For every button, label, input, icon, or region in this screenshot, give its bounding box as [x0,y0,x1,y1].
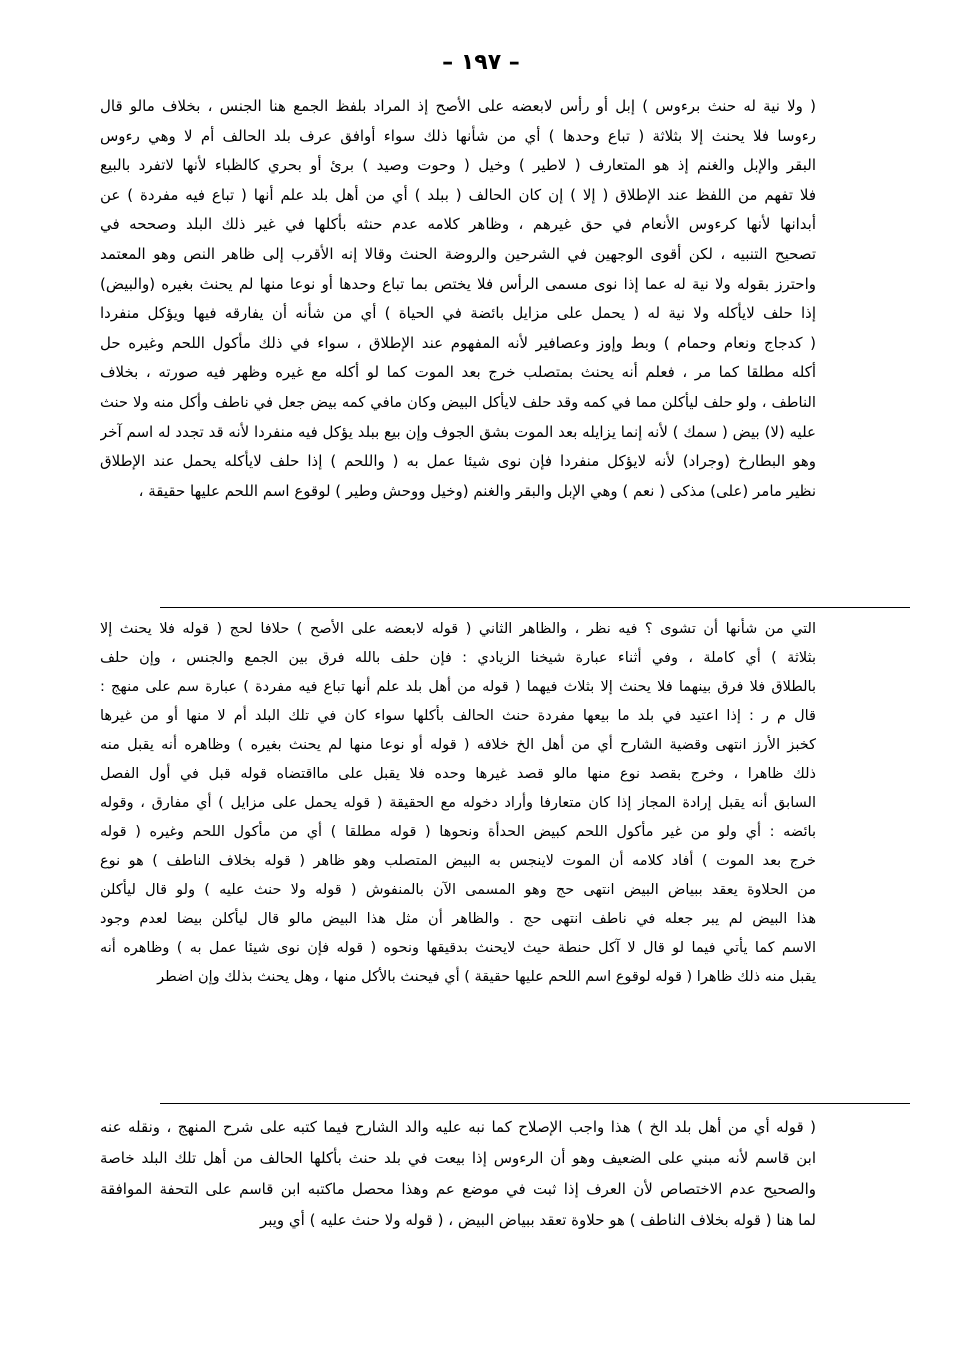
main-text-line: واحترز بقوله ولا نية له عما إذا نوى مسمى الرأس فلا يختص بما تباع وحدها أو نوعا منها لم يحنث بغيره (والبيض) [100,274,816,293]
footnote-2-line: ( قوله أي من أهل بلد الخ ) هذا واجب الإصلاح كما نبه عليه والد الشارح فيما كتبه على شرح المنهج ، ونقله عنه [100,1118,816,1136]
main-text-line: أبدانها لأنها كرءوس الأنعام في حق غيرهم ، وظاهر كلامه عدم حنثه بأكلها في غير ذلك البلد وصححه في [100,215,816,234]
footnote-1-line: خرج بعد الموت ) أفاد كلامه أن الموت لاينجس به البيض المتصلب وهو ظاهر ( قوله بخلاف الناطف ) هو نوع [100,853,816,869]
footnote-1-line: التي من شأنها أن تشوى ؟ فيه نظر ، والظاهر الثاني ( قوله لابعضه على الأصح ) حلافا لحج ( قوله فلا يحنث إلا [100,621,816,637]
footnote-divider-1 [160,607,910,608]
main-text-line: الناطف ، ولو حلف ليأكلن مما في كمه وقد حلف لايأكل البيض وكان مافي كمه بيض جعل في ناطف وأكل منه ولا حنث [100,393,816,411]
footnote-1-line: السابق أنه يقبل إرادة المجاز إذا كان متعارفا وأراد دخوله مع الحقيقة ( قوله يحمل على مزايل ) أي مفارق ، وقوله [100,795,816,811]
footnote-divider-2 [160,1103,910,1104]
main-text-line: فلا تفهم من اللفظ عند الإطلاق ( إلا ) إن كان الحالف ( ببلد ) أي من أهل بلد علم أنها ( تباع فيه مفردة ) عن [100,185,816,204]
footnote-1-line: بائضه : أي ولو من غير مأكول اللحم كبيض الحدأة ونحوها ( قوله مطلقا ) أي من مأكول اللحم وغيره ( قوله [100,824,816,840]
footnote-block-1 [100,615,816,992]
footnote-1-line: ذلك ظاهرا ، وخرج بقصد نوع منها مالو قصد غيرها وحده فلا يقبل على مااقتضاه قوله قبل في أول الفصل [100,766,816,782]
main-text-line: رءوسا فلا يحنث إلا بثلاثة ( تباع وحدها ) أي من شأنها ذلك سواء أوافق عرف بلد الحالف أم لا وهي رءوس [100,126,816,145]
footnote-1-line: بالطلاق فلا فرق بينهما فلا يحنث إلا بثلاث فيهما ( قوله من أهل بلد علم أنها تباع فيه مفردة ) عبارة سم على منهج : [100,679,816,695]
main-text-line: البقر والإبل والغنم إذ هو المتعارف ( لاطير ) وخيل ( وحوت وصيد ) برئ أو بحري كالظباء لأنها لاتفرد بالبيع [100,156,816,175]
main-text-line: ( كدجاج ونعام وحمام ) وبط وإوز وعصافير لأنه المفهوم عند الإطلاق ، سواء في ذلك مأكول اللحم وغيره حل [100,333,816,352]
footnote-block-2 [100,1112,816,1236]
page-number: – ١٩٧ – [442,50,520,75]
main-text [100,92,816,506]
footnote-1-line: كخبز الأرز انتهى وقضية الشارح أي من أهل الخ خلافه ( قوله أو نوعا منها لم يحنث بغيره ) وظاهره أنه يقبل منه [100,737,816,753]
main-text-line: وهو البطارخ (وجراد) لأنه لايؤكل منفردا فإن نوى شيئا عمل به ( واللحم ) إذا حلف لايأكله يحمل عند الإطلاق [100,452,816,471]
footnote-1-line: هذا البيض لم يبر جعله في ناطف انتهى حج . والظاهر أن مثل هذا البيض مالو قال ليأكلن بيضا لعدم وجود [100,911,816,927]
footnote-2-line: ابن قاسم لأنه مبني على الضعيف وهو أن الرءوس إذا بيعت في بلد حنث بأكلها الحالف من أهل تلك البلد خاصة [100,1149,816,1167]
footnote-1-line: بثلاثة ) أي كاملة ، وفي أثناء عبارة شيخنا الزيادي : فإن حلف بالله فرق بين الجمع والجنس ، وإن حلف [100,650,816,666]
main-text-line: أكله مطلقا كما مر ، فعلم أنه يحنث بمتصلب خرج بعد الموت كما لو أكله مع غيره وظهر فيه صورته ، بخلاف [100,363,816,382]
main-text-line: ( ولا نية له حنث برءوس ) إبل أو رأس لابعضه على الأصح إذ المراد بلفظ الجمع هنا الجنس ، بخلاف مالو قال [100,97,816,115]
footnote-2-line: لما هنا ( قوله بخلاف الناطف ) هو حلاوة تعقد ببياض البيض ، ( قوله ولا حنث عليه ) أي ويبر [259,1211,816,1229]
main-text-line: إذا حلف لايأكله ولا نية له ( يحمل على مزايل بائضة في الحياة ) أي من شأنه أن يفارقه فيها ويؤكل منفردا [100,304,816,323]
main-text-line: عليه (لا) بيض ( سمك ) لأنه إنما يزايله بعد الموت بشق الجوف وإن بيع ببلد يؤكل فيه منفردا لأنه قد تجدد له اسم آخر [100,422,816,441]
main-text-line: تصحيح التنبيه ، لكن أقوى الوجهين في الشرحين والروضة الحنث وقالا إنه الأقرب إلى ظاهر النص وهو المعتمد [100,244,816,263]
footnote-1-line: الاسم كما يأتي فيما لو قال لا آكل حنطة حيث لايحنث بدقيقها ونحوه ( قوله فإن نوى شيئا عمل به ) وظاهره أنه [100,940,816,956]
footnote-2-line: والصحيح عدم الاختصاص لأن العرف إذا ثبت في موضع عم وهذا محصل ماكتبه ابن قاسم على التحفة الموافقة [100,1180,816,1198]
footnote-1-line: قال م ر : إذا اعتيد في بلد ما بيعها مفردة حنث الحالف بأكلها سواء كان في تلك البلد أم لا منها أو من غيرها [100,708,816,724]
footnote-1-line: من الحلاوة يعقد ببياض البيض انتهى حج وهو المسمى الآن بالمنفوش ( قوله ولا حنث عليه ) ولو قال ليأكلن [100,882,816,898]
footnote-1-line: يقبل منه ذلك ظاهرا ( قوله لوقوع اسم اللحم عليها حقيقة ) أي فيحنث بالأكل منها ، وهل يحنث بذلك وإن اضطر [157,969,816,985]
main-text-line: نظير مامر (على) مذكى ( نعم ) وهي الإبل والبقر والغنم (وخيل ووحش وطير ) لوقوع اسم اللحم عليها حقيقة ، [138,481,816,500]
